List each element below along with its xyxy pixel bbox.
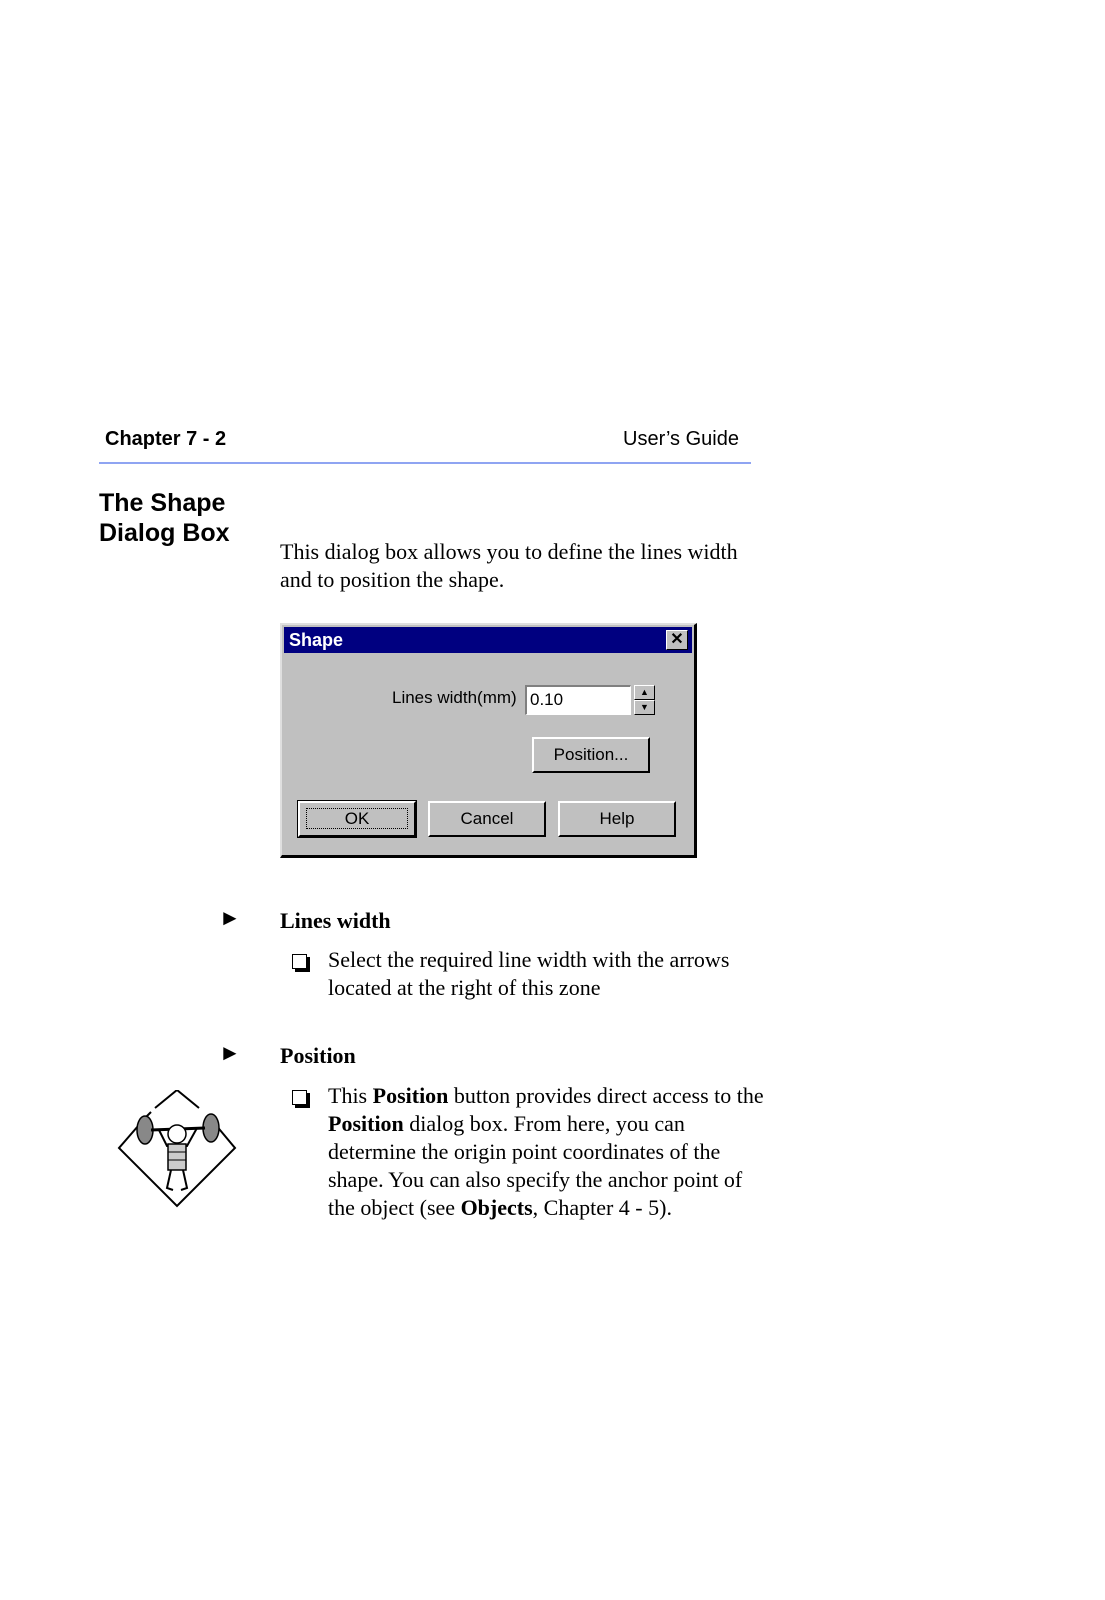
spin-down-icon[interactable]: ▼ <box>634 700 655 715</box>
help-button[interactable]: Help <box>558 801 676 837</box>
weightlifter-icon <box>115 1090 245 1220</box>
intro-paragraph: This dialog box allows you to define the lines width and to position the shape. <box>280 539 738 592</box>
lines-width-spinner[interactable] <box>634 685 655 717</box>
header-rule <box>99 462 751 464</box>
ok-button-label: OK <box>306 808 409 829</box>
ok-button[interactable] <box>298 801 416 837</box>
lines-width-text: Select the required line width with the arrows located at the right of this zone <box>328 947 730 1000</box>
position-button[interactable]: Position... <box>532 737 650 773</box>
checkbox-icon <box>292 954 307 969</box>
checkbox-icon <box>292 1090 307 1105</box>
dialog-title: Shape <box>289 630 344 650</box>
lines-width-label: Lines width(mm) <box>392 688 517 707</box>
guide-label: User’s Guide <box>623 428 739 450</box>
bullet-arrow-icon: ► <box>219 905 241 930</box>
position-heading: Position <box>280 1043 356 1068</box>
section-title <box>99 488 279 548</box>
shape-dialog <box>280 623 697 858</box>
position-text: This Position button provides direct access to the Position dialog box. From here, you can determine the origin point coordinates of the shape. You can also specify the anchor point of the object (see Objects, Chapter 4 - 5). <box>328 1083 764 1220</box>
section-title-line2: Dialog Box <box>99 519 230 547</box>
close-icon[interactable]: ✕ <box>666 630 688 650</box>
chapter-label: Chapter 7 - 2 <box>105 428 227 450</box>
spin-up-icon[interactable]: ▲ <box>634 685 655 700</box>
section-title-line1: The Shape <box>99 489 226 517</box>
dialog-title-bar <box>284 627 692 653</box>
lines-width-input[interactable]: 0.10 <box>525 685 631 715</box>
lines-width-heading: Lines width <box>280 908 391 933</box>
cancel-button[interactable]: Cancel <box>428 801 546 837</box>
bullet-arrow-icon: ► <box>219 1040 241 1065</box>
